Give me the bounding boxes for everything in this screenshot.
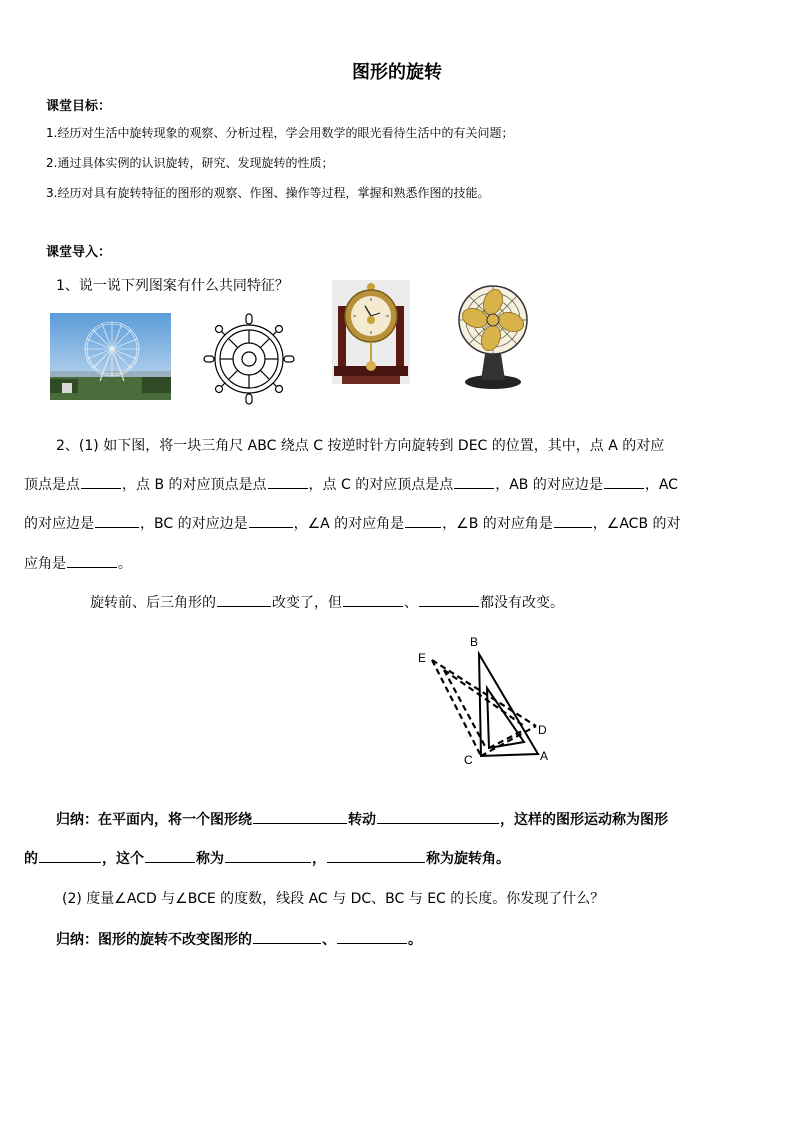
summary-text: ，这个 bbox=[102, 851, 144, 867]
summary-text: 称为 bbox=[196, 851, 224, 867]
summary-text: 、 bbox=[322, 932, 336, 948]
answer-blank[interactable] bbox=[554, 513, 592, 528]
question-1: 1、说一说下列图案有什么共同特征？ bbox=[56, 278, 289, 294]
answer-blank[interactable] bbox=[225, 848, 311, 863]
answer-blank[interactable] bbox=[217, 592, 271, 607]
q2-line-3 bbox=[24, 513, 681, 533]
answer-blank[interactable] bbox=[253, 929, 321, 944]
triangle-rotation-figure bbox=[412, 630, 562, 770]
label-e: E bbox=[418, 651, 427, 665]
answer-blank[interactable] bbox=[81, 474, 121, 489]
summary-text: 归纳：图形的旋转不改变图形的 bbox=[56, 932, 252, 948]
page-title: 图形的旋转 bbox=[352, 62, 442, 83]
q2-text: ，∠A 的对应角是 bbox=[293, 516, 405, 532]
q2-text: 、 bbox=[404, 595, 418, 611]
summary-text: 。 bbox=[408, 932, 422, 948]
ferris-wheel-photo bbox=[50, 313, 171, 400]
q2-text: ，点 B 的对应顶点是点 bbox=[122, 477, 267, 493]
q2-text: ，BC 的对应边是 bbox=[140, 516, 248, 532]
summary-text: ，这样的图形运动称为图形 bbox=[500, 812, 668, 828]
electric-fan-drawing bbox=[457, 282, 529, 390]
q2-line-4 bbox=[24, 553, 132, 573]
goal-item-1: 1.经历对生活中旋转现象的观察、分析过程，学会用数学的眼光看待生活中的有关问题； bbox=[46, 126, 514, 140]
q2-line-2 bbox=[24, 474, 678, 494]
answer-blank[interactable] bbox=[337, 929, 407, 944]
q2-text: 都没有改变。 bbox=[480, 595, 564, 611]
answer-blank[interactable] bbox=[377, 809, 499, 824]
label-a: A bbox=[540, 749, 549, 763]
label-c: C bbox=[464, 753, 473, 767]
answer-blank[interactable] bbox=[343, 592, 403, 607]
ship-wheel-drawing bbox=[203, 313, 295, 405]
q2-text: 改变了，但 bbox=[272, 595, 342, 611]
pendulum-clock-photo bbox=[332, 280, 410, 384]
answer-blank[interactable] bbox=[604, 474, 644, 489]
summary-text: 转动 bbox=[348, 812, 376, 828]
summary-1-line-1 bbox=[56, 809, 668, 829]
answer-blank[interactable] bbox=[253, 809, 347, 824]
intro-heading: 课堂导入： bbox=[46, 245, 112, 260]
answer-blank[interactable] bbox=[95, 513, 139, 528]
summary-text: 归纳：在平面内，将一个图形绕 bbox=[56, 812, 252, 828]
q2-text: 旋转前、后三角形的 bbox=[90, 595, 216, 611]
q2-text: 的对应边是 bbox=[24, 516, 94, 532]
answer-blank[interactable] bbox=[67, 553, 117, 568]
goals-heading: 课堂目标： bbox=[46, 99, 112, 114]
q2-line-5 bbox=[90, 592, 564, 612]
summary-text: 的 bbox=[24, 851, 38, 867]
goal-item-2: 2.通过具体实例的认识旋转，研究、发现旋转的性质； bbox=[46, 156, 334, 170]
q2-text: 顶点是点 bbox=[24, 477, 80, 493]
summary-text: ， bbox=[312, 851, 326, 867]
label-d: D bbox=[538, 723, 547, 737]
q2-text: ，∠ACB 的对 bbox=[592, 516, 681, 532]
q2-text: ，∠B 的对应角是 bbox=[442, 516, 553, 532]
answer-blank[interactable] bbox=[419, 592, 479, 607]
summary-text: 称为旋转角。 bbox=[426, 851, 510, 867]
summary-1-line-2 bbox=[24, 848, 510, 868]
answer-blank[interactable] bbox=[249, 513, 293, 528]
q2-text: ，AB 的对应边是 bbox=[495, 477, 603, 493]
q2-text: ，AC bbox=[644, 477, 678, 493]
summary-2 bbox=[56, 929, 422, 949]
answer-blank[interactable] bbox=[327, 848, 425, 863]
answer-blank[interactable] bbox=[454, 474, 494, 489]
q2-line-1: 2、(1) 如下图，将一块三角尺 ABC 绕点 C 按逆时针方向旋转到 DEC 的位置，其中，点 A 的对应 bbox=[56, 438, 665, 454]
answer-blank[interactable] bbox=[145, 848, 195, 863]
q2-text: 应角是 bbox=[24, 556, 66, 572]
q2-text: 。 bbox=[118, 556, 132, 572]
label-b: B bbox=[470, 635, 479, 649]
answer-blank[interactable] bbox=[268, 474, 308, 489]
answer-blank[interactable] bbox=[405, 513, 441, 528]
question-2-part-2: (2) 度量∠ACD 与∠BCE 的度数，线段 AC 与 DC、BC 与 EC 的长度。你发现了什么？ bbox=[62, 891, 605, 907]
answer-blank[interactable] bbox=[39, 848, 101, 863]
q2-text: ，点 C 的对应顶点是点 bbox=[308, 477, 454, 493]
goal-item-3: 3.经历对具有旋转特征的图形的观察、作图、操作等过程，掌握和熟悉作图的技能。 bbox=[46, 186, 490, 200]
